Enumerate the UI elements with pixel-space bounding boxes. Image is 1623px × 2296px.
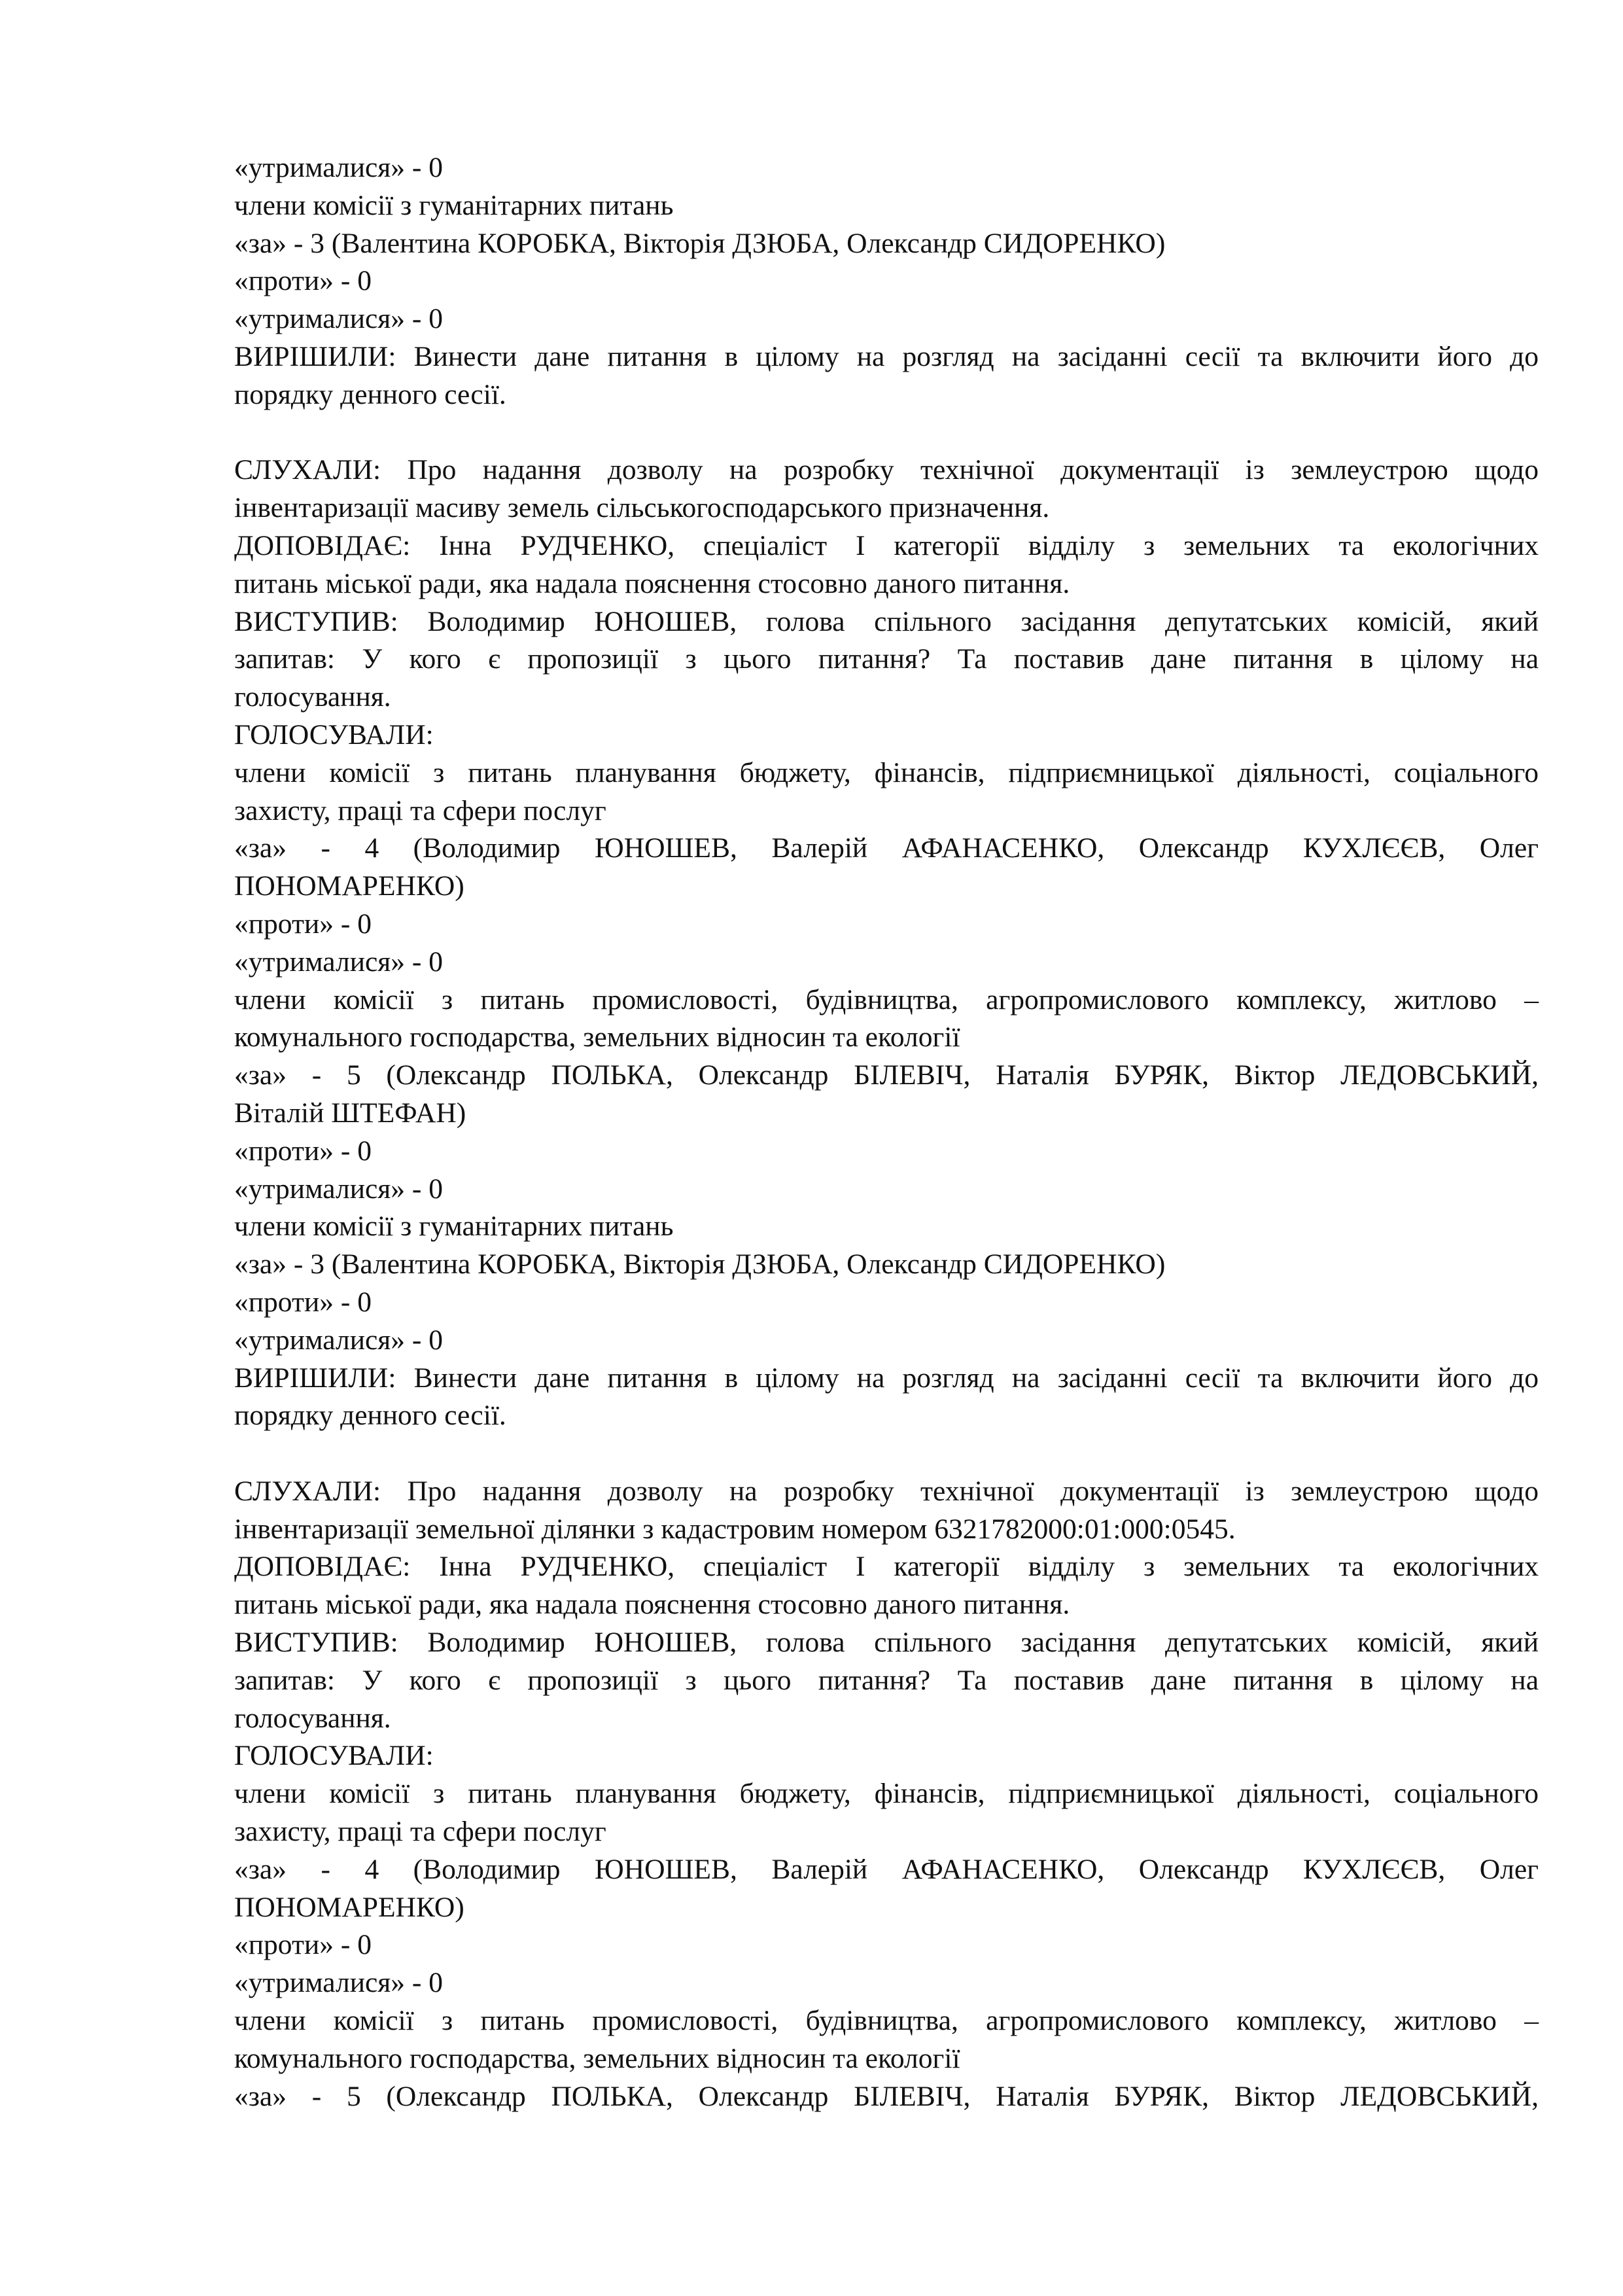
text-line: «за» - 3 (Валентина КОРОБКА, Вікторія ДЗЮБА, Олександр СИДОРЕНКО)	[234, 227, 1166, 259]
text-line: «утрималися» - 0	[234, 1967, 444, 1999]
text-line: «за» - 5 (Олександр ПОЛЬКА, Олександр БІЛЕВІЧ, Наталія БУРЯК, Віктор ЛЕДОВСЬКИЙ,	[234, 2080, 1539, 2112]
blank-line	[234, 414, 1539, 452]
text-line: ПОНОМАРЕНКО)	[234, 1891, 464, 1923]
text-line: ГОЛОСУВАЛИ:	[234, 718, 434, 751]
text-line: «утрималися» - 0	[234, 1173, 444, 1205]
text-line: ДОПОВІДАЄ: Інна РУДЧЕНКО, спеціаліст І категорії відділу з земельних та екологічних	[234, 1551, 1539, 1583]
text-line: захисту, праці та сфери послуг	[234, 1816, 606, 1848]
text-line: СЛУХАЛИ: Про надання дозволу на розробку технічної документації із землеустрою щодо	[234, 1475, 1539, 1507]
text-line: Віталій ШТЕФАН)	[234, 1097, 466, 1129]
text-line: комунального господарства, земельних відносин та екології	[234, 1021, 960, 1053]
text-line: інвентаризації масиву земель сільськогосподарського призначення.	[234, 492, 1050, 524]
text-line: порядку денного сесії.	[234, 1400, 506, 1432]
text-line: члени комісії з питань планування бюджету, фінансів, підприємницької діяльності, соціального	[234, 1778, 1539, 1810]
text-line: «проти» - 0	[234, 265, 372, 297]
text-line: «проти» - 0	[234, 908, 372, 940]
text-line: запитав: У кого є пропозиції з цього питання? Та поставив дане питання в цілому на	[234, 1664, 1539, 1696]
text-line: «утрималися» - 0	[234, 303, 444, 335]
text-line: інвентаризації земельної ділянки з кадастровим номером 6321782000:01:000:0545.	[234, 1513, 1236, 1545]
text-line: ВИРІШИЛИ: Винести дане питання в цілому на розгляд на засіданні сесії та включити його до	[234, 1362, 1539, 1394]
text-line: «за» - 4 (Володимир ЮНОШЕВ, Валерій АФАНАСЕНКО, Олександр КУХЛЄЄВ, Олег	[234, 1853, 1539, 1885]
text-line: «утрималися» - 0	[234, 152, 444, 183]
text-line: «за» - 5 (Олександр ПОЛЬКА, Олександр БІЛЕВІЧ, Наталія БУРЯК, Віктор ЛЕДОВСЬКИЙ,	[234, 1059, 1539, 1091]
text-line: «за» - 3 (Валентина КОРОБКА, Вікторія ДЗЮБА, Олександр СИДОРЕНКО)	[234, 1248, 1166, 1280]
text-line: СЛУХАЛИ: Про надання дозволу на розробку технічної документації із землеустрою щодо	[234, 454, 1539, 486]
text-line: захисту, праці та сфери послуг	[234, 794, 606, 826]
text-line: ГОЛОСУВАЛИ:	[234, 1740, 434, 1772]
text-line: голосування.	[234, 1702, 391, 1734]
text-line: питань міської ради, яка надала пояснення стосовно даного питання.	[234, 1589, 1070, 1621]
text-line: члени комісії з питань промисловості, будівництва, агропромислового комплексу, житлово –	[234, 983, 1539, 1016]
text-line: запитав: У кого є пропозиції з цього питання? Та поставив дане питання в цілому на	[234, 643, 1539, 675]
protocol-text	[234, 149, 1539, 2115]
text-line: питань міської ради, яка надала пояснення стосовно даного питання.	[234, 567, 1070, 599]
text-line: члени комісії з питань планування бюджету, фінансів, підприємницької діяльності, соціального	[234, 756, 1539, 788]
text-line: «проти» - 0	[234, 1929, 372, 1961]
text-line: ВИРІШИЛИ: Винести дане питання в цілому на розгляд на засіданні сесії та включити його до	[234, 340, 1539, 372]
text-line: «утрималися» - 0	[234, 945, 444, 978]
text-line: «проти» - 0	[234, 1135, 372, 1167]
text-line: «проти» - 0	[234, 1286, 372, 1318]
text-line: ПОНОМАРЕНКО)	[234, 870, 464, 902]
text-line: члени комісії з гуманітарних питань	[234, 1210, 674, 1243]
text-line: ДОПОВІДАЄ: Інна РУДЧЕНКО, спеціаліст І категорії відділу з земельних та екологічних	[234, 529, 1539, 561]
text-line: голосування.	[234, 681, 391, 713]
blank-line	[234, 1435, 1539, 1473]
text-line: ВИСТУПИВ: Володимир ЮНОШЕВ, голова спільного засідання депутатських комісій, який	[234, 605, 1539, 637]
text-line: комунального господарства, земельних відносин та екології	[234, 2042, 960, 2074]
text-line: члени комісії з гуманітарних питань	[234, 189, 674, 221]
text-line: ВИСТУПИВ: Володимир ЮНОШЕВ, голова спільного засідання депутатських комісій, який	[234, 1627, 1539, 1659]
text-line: порядку денного сесії.	[234, 378, 506, 410]
text-line: члени комісії з питань промисловості, будівництва, агропромислового комплексу, житлово –	[234, 2005, 1539, 2037]
text-line: «утрималися» - 0	[234, 1324, 444, 1356]
text-line: «за» - 4 (Володимир ЮНОШЕВ, Валерій АФАНАСЕНКО, Олександр КУХЛЄЄВ, Олег	[234, 832, 1539, 864]
